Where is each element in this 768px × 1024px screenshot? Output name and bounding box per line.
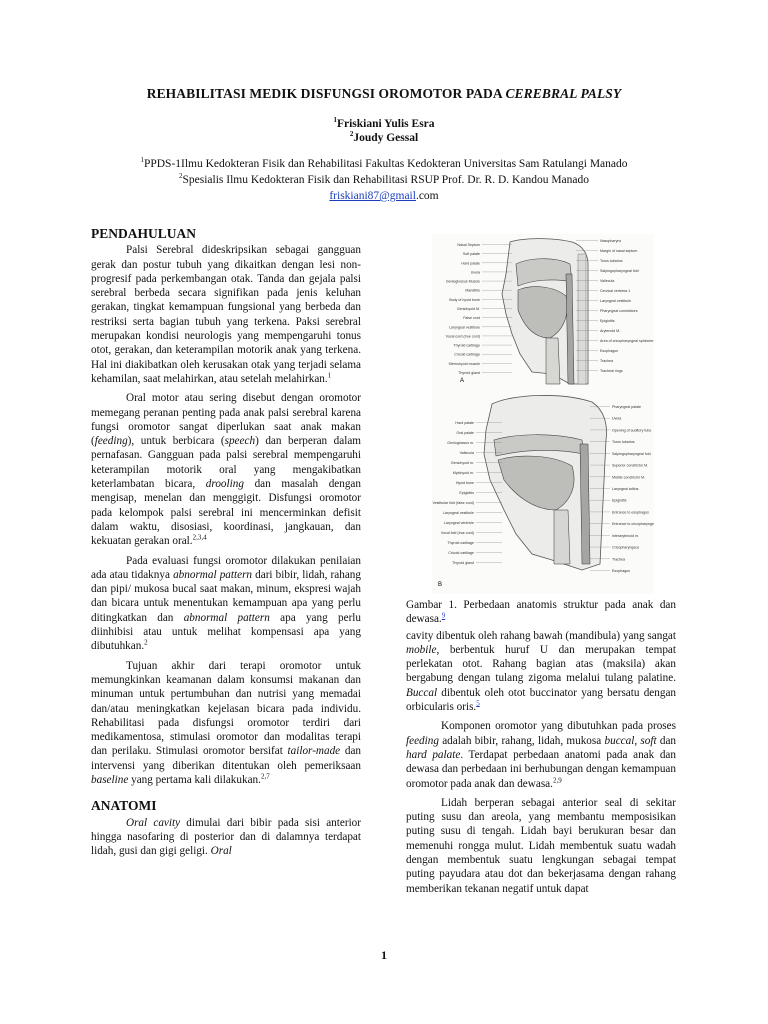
affiliation-2-text: Spesialis Ilmu Kedokteran Fisik dan Rehabilitasi RSUP Prof. Dr. R. D. Kandou Manado: [182, 174, 589, 186]
affiliation-1: [0, 156, 768, 172]
email-line: [0, 188, 768, 204]
r1-text-c: dibentuk oleh otot buccinator yang bersatu dengan orbicularis oris.: [406, 686, 676, 714]
paper-title: [0, 86, 768, 102]
figure-b-left-label: Genioglossus m.: [447, 441, 474, 445]
figure-a-left-label: Sternohyoid muscle: [448, 361, 480, 366]
p4-italic-2: baseline: [91, 773, 129, 786]
affiliation-2: [0, 172, 768, 188]
r1-italic-2: Buccal: [406, 686, 438, 699]
p2-italic-1: feeding: [94, 435, 128, 448]
p2-text-b: ), untuk berbicara (: [127, 435, 225, 448]
figure-b-right-label: Middle constrictor M.: [612, 475, 646, 480]
p2-text-d: dan masalah dengan mengisap, menelan dan menggigit. Disfungsi oromotor pada kelompok palsi serebral ini mencerminkan defisit dalam waktu, disosiasi, koordinasi, jangkauan, dan kekuatan gerakan oral.: [91, 478, 361, 548]
figure-a-right-label: Area of cricopharyngeal sphincter: [600, 339, 654, 343]
figure-b-left-label: Oral palate: [456, 431, 474, 435]
figure-a-left-label: Nasal Septum: [457, 243, 480, 247]
paragraph-intro-1: [91, 243, 361, 386]
figure-a-right-label: Nasopharynx: [600, 239, 622, 243]
figure-a-right-label: Margin of nasal septum: [600, 249, 638, 253]
author-2: [0, 131, 768, 145]
figure-b-left-label: Cricoid cartilage: [448, 551, 474, 555]
figure-a-right-label: Epiglottis: [600, 319, 615, 323]
paragraph-anatomy-1: [91, 816, 361, 859]
figure-a-right-label: Cervical vertebra 1: [600, 289, 631, 293]
r2-text-a: Komponen oromotor yang dibutuhkan pada proses: [441, 720, 676, 733]
p1-ref: 1: [327, 371, 332, 380]
affiliation-1-sup: 1: [140, 156, 144, 165]
figure-a-left-label: Soft palate: [462, 252, 480, 257]
figure-b-right-label: Entrance to cricopharyngeal: [612, 522, 654, 527]
figure-b-right-label: Laryngeal aditus: [612, 487, 639, 491]
p2-italic-3: drooling: [205, 478, 244, 491]
p3-text-b: dari bibir, lidah, rahang dan pipi/ mukosa bucal saat makan, minum, ekspresi wajah dan bicara untuk menentukan kemampuan apa yang perlu ditingkatkan dan: [91, 568, 361, 624]
figure-b-right-label: Entrance to esophagus: [612, 510, 649, 515]
figure-a-right-label: Vallecula: [600, 279, 615, 283]
paragraph-intro-2: [91, 391, 361, 548]
figure-a-right-label: Arytenoid M.: [600, 329, 621, 333]
p4-text-c: yang pertama kali dilakukan.: [128, 773, 261, 786]
r2-text-b: adalah bibir, rahang, lidah, mukosa: [438, 734, 605, 747]
author-1-name: Friskiani Yulis Esra: [336, 118, 435, 130]
paragraph-anatomy-3: [406, 719, 676, 790]
figure-b-left-label: Mylohyoid m.: [452, 471, 474, 475]
caption-text: Gambar 1. Perbedaan anatomis struktur pada anak dan dewasa.: [406, 599, 676, 626]
right-column: [406, 598, 676, 901]
p5-text-a: dimulai dari bibir pada sisi anterior hingga nasofaring di posterior dan di dalamnya terdapat lidah, gusi dan gigi geligi.: [91, 816, 362, 858]
paragraph-intro-4: [91, 659, 361, 788]
figure-a-left-label: Genioglossus Muscle: [445, 279, 480, 284]
figure-b-right-label: Salpingopharyngeal fold: [612, 451, 651, 456]
affiliation-1-text: PPDS-1Ilmu Kedokteran Fisik dan Rehabilitasi Fakultas Kedokteran Universitas Sam Ratulangi Manado: [143, 158, 628, 170]
figure-b-right-label: Superior constrictor M.: [612, 463, 649, 468]
figure-b-right-label: Epiglottis: [612, 498, 627, 503]
figure-b-left-label: Vallecula: [459, 451, 474, 455]
author-2-sup: 2: [349, 130, 354, 139]
figure-a-left-label: False cord: [463, 316, 480, 321]
page-number: 1: [381, 948, 387, 962]
figure-a-right-label: Salpingopharyngeal fold: [600, 269, 639, 273]
paragraph-intro-3: [91, 554, 361, 654]
p3-text-c: apa yang perlu diinhibisi atau untuk melihat kompensasi apa yang dibutuhkan.: [91, 611, 361, 653]
figure-b-right-label: Torus tubarius: [612, 440, 635, 445]
caption-ref[interactable]: 9: [441, 611, 446, 620]
figure-a-left-label: Mandible: [465, 288, 480, 293]
p4-italic-1: tailor-made: [287, 745, 341, 758]
author-2-name: Joudy Gessal: [353, 132, 419, 144]
r2-italic-3: soft: [640, 734, 657, 747]
figure-b-left-label: Hyoid bone: [455, 481, 474, 485]
figure-a-left-label: Vocal cord (true cord): [445, 334, 480, 339]
p2-italic-2: speech: [224, 435, 256, 448]
r2-text-e: . Terdapat perbedaan anatomi pada anak dan dewasa dan perbedaan ini berhubungan dengan kemampuan oromotor pada anak dan dewasa.: [406, 748, 676, 790]
child-larynx: [554, 510, 570, 564]
p2-text-c: ) dan berperan dalam pernafasan. Gangguan pada palsi serebral mempengaruhi keterampilan motorik oral yang mengakibatkan keterlambatan bicara,: [91, 435, 361, 491]
p2-ref: 2,3,4: [192, 533, 207, 542]
figure-b-left-label: Thyroid gland: [452, 561, 474, 565]
figure-a-left-label: Uvula: [470, 270, 480, 275]
adult-larynx: [546, 338, 560, 384]
figure-b-left-label: Vestibular fold (false cord): [432, 501, 474, 505]
left-column: [91, 227, 361, 863]
figure-a-left-label: Hard palate: [461, 261, 480, 266]
affiliation-2-sup: 2: [178, 172, 183, 181]
p3-italic-1: abnormal pattern: [173, 568, 253, 581]
section-heading-pendahuluan: PENDAHULUAN: [91, 226, 197, 241]
figure-b-left-label: Geniohyoid m.: [450, 461, 474, 465]
r1-text-a: cavity dibentuk oleh rahang bawah (mandibula) yang sangat: [406, 629, 676, 642]
email-suffix: .com: [415, 190, 439, 202]
figure-a-right-label: Laryngeal vestibule: [600, 299, 631, 303]
figure-panel-b-child: [484, 395, 606, 570]
r2-text-d: dan: [656, 734, 677, 747]
anatomy-figure: [432, 234, 654, 594]
p3-italic-2: abnormal pattern: [183, 611, 270, 624]
figure-a-left-label: Cricoid cartilage: [454, 352, 480, 357]
figure-b-left-label: Vocal fold (true cord): [440, 531, 474, 535]
figure-b-right-label: Pharyngeal palate: [612, 405, 641, 409]
figure-a-left-label: Thyroid gland: [458, 371, 480, 375]
figure-a-left-label: Geniohyoid M.: [456, 307, 480, 311]
figure-a-right-label: Trachea: [600, 359, 614, 363]
author-1: [0, 117, 768, 131]
title-italic: CEREBRAL PALSY: [505, 86, 622, 101]
figure-a-right-label: Pharyngeal constrictors: [600, 309, 638, 313]
figure-b-left-label: Laryngeal ventricle: [443, 521, 474, 525]
figure-b-right-label: Cricopharyngeus: [612, 545, 640, 550]
figure-b-right-label: Esophagus: [612, 569, 630, 573]
r1-ref[interactable]: 5: [476, 699, 480, 708]
figure-a-left-label: Laryngeal vestibule: [449, 325, 480, 330]
affiliations: [0, 156, 768, 204]
section-heading-anatomi: ANATOMI: [91, 798, 157, 814]
figure-b-right-label: Trachea: [612, 557, 626, 562]
email-link[interactable]: friskiani87@gmail: [329, 190, 416, 202]
figure-a-left-label: Body of hyoid bone: [449, 297, 480, 302]
title-main: REHABILITASI MEDIK DISFUNGSI OROMOTOR PADA: [146, 86, 506, 101]
p4-text-b: dan intervensi yang diberikan ditentukan oleh pemeriksaan: [91, 745, 362, 772]
r2-italic-1: feeding: [406, 734, 439, 747]
panel-a-label: A: [460, 378, 465, 384]
figure-b-right-label: Opening of auditory tube: [612, 428, 652, 433]
figure-b-left-label: Hard palate: [455, 421, 474, 425]
figure-b-left-label: Laryngeal vestibule: [443, 511, 474, 515]
p2-text-a: Oral motor atau sering disebut dengan oromotor memegang peranan penting pada anak palsi serebral karena fungsi oromotor sangat diperlukan saat anak makan (: [91, 392, 361, 448]
child-pharynx: [580, 444, 590, 564]
author-list: [0, 117, 768, 145]
p3-text-a: Pada evaluasi fungsi oromotor dilakukan penilaian ada atau tidaknya: [91, 554, 361, 581]
p5-italic-2: Oral: [210, 845, 232, 858]
figure-a-right-label: Tracheal rings: [600, 369, 623, 373]
r1-italic-1: mobile: [406, 643, 437, 656]
figure-b-right-label: Interarytenoid m.: [612, 533, 639, 538]
figure-a-right-label: Esophagus: [600, 349, 618, 353]
figure-b-left-label: Epiglottis: [459, 491, 474, 495]
figure-caption: [406, 598, 676, 627]
r2-ref: 2,9: [552, 775, 562, 784]
r2-italic-4: hard palate: [406, 748, 461, 761]
figure-panel-a-adult: [502, 239, 588, 384]
r1-text-b: , berbentuk huruf U dan merupakan tempat perlekatan otot. Rahang bagian atas (maksila) akan bergabung dengan tulang zigoma melalui tulang palatine.: [406, 643, 676, 685]
figure-b-right-label: Uvula: [612, 416, 622, 421]
panel-b-label: B: [438, 582, 443, 588]
author-1-sup: 1: [333, 116, 337, 125]
p4-text-a: Tujuan akhir dari terapi oromotor untuk memungkinkan keamanan dalam konsumsi makanan dan minuman untuk pertumbuhan dan nutrisi yang memadai dan/atau meningkatkan kejelasan bicara pada individu. Rehabilitasi pada disfungsi oromotor terdiri dari medikamentosa, stimulasi oromotor dan modalitas terapi dan perilaku. Stimulasi oromotor bersifat: [91, 659, 361, 758]
anatomy-illustration: [432, 234, 654, 594]
r3-text: Lidah berperan sebagai anterior seal di sekitar puting susu dan areola, yang membantu memposisikan puting susu di tengah. Lidah bayi berukuran besar dan memenuhi rongga mulut. Lidah membentuk suatu wadah dengan membentuk suatu lengkungan sebagai tempat puting payudara atau dot dan bekerjasama dengan rahang memberikan tekanan negatif untuk dapat: [406, 796, 676, 895]
figure-a-right-label: Torus tubarius: [600, 259, 623, 263]
p5-italic-1: Oral cavity: [126, 816, 181, 829]
r2-text-c: ,: [634, 734, 641, 747]
figure-b-left-label: Thyroid cartilage: [447, 541, 474, 545]
paragraph-anatomy-4: [406, 796, 676, 896]
paragraph-anatomy-2: [406, 629, 676, 715]
r2-italic-2: buccal: [604, 734, 635, 747]
p1-text: Palsi Serebral dideskripsikan sebagai gangguan gerak dan postur tubuh yang dikaitkan dengan lesi non-progresif pada perkembangan otak. Tanda dan gejala palsi serebral berbeda secara signifikan pada jenis keluhan gerakan, tingkat kemampuan fungsional yang berbeda dan restriksi serta bagian tubuh yang terkena. Paksi serebral merupakan kondisi neurologis yang mempengaruhi tonus otot, gerakan, dan keterampilan motorik anak yang terkena. Hal ini diakibatkan oleh kerusakan otak yang terjadi selama kehamilan, saat melahirkan, atau setelah melahirkan.: [91, 244, 361, 385]
p4-ref: 2,7: [260, 772, 270, 781]
figure-a-left-label: Thyroid cartilage: [453, 343, 480, 348]
adult-spine: [578, 254, 586, 384]
p3-ref: 2: [144, 638, 148, 647]
